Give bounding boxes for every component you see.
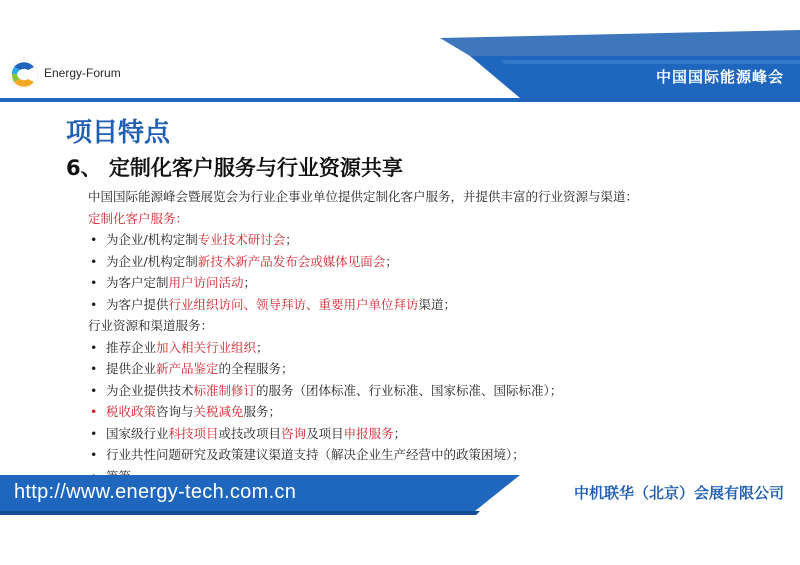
custom-service-heading: 定制化客户服务： xyxy=(88,210,189,226)
page-title: 项目特点 xyxy=(66,118,171,148)
list-item: • 为企业提供技术标准制修订的服务（团体标准、行业标准、国家标准、国际标准）； xyxy=(88,380,778,402)
section-title: 6、 定制化客户服务与行业资源共享 xyxy=(66,156,403,180)
website-link[interactable]: http://www.energy-tech.com.cn xyxy=(14,481,297,503)
intro-text: 中国国际能源峰会暨展览会为行业企事业单位提供定制化客户服务，并提供丰富的行业资源与渠道： xyxy=(88,189,639,204)
list-item: • 为企业/机构定制新技术新产品发布会或媒体见面会； xyxy=(88,251,778,273)
resource-service-heading: 行业资源和渠道服务： xyxy=(88,318,214,333)
list-item: • 税收政策咨询与关税减免服务； xyxy=(88,401,778,423)
list-item: • 为客户定制用户访问活动； xyxy=(88,272,778,294)
body-text xyxy=(88,186,778,487)
list-item: • 为客户提供行业组织访问、领导拜访、重要用户单位拜访渠道； xyxy=(88,294,778,316)
list-item: • 国家级行业科技项目或技改项目咨询及项目申报服务； xyxy=(88,423,778,445)
summit-name: 中国国际能源峰会 xyxy=(655,68,784,86)
list-item: • 行业共性问题研究及政策建议渠道支持（解决企业生产经营中的政策困境）； xyxy=(88,444,778,466)
company-name: 中机联华（北京）会展有限公司 xyxy=(573,484,784,502)
list-item: • 提供企业新产品鉴定的全程服务； xyxy=(88,358,778,380)
header-band xyxy=(0,0,800,105)
list-item: • 推荐企业加入相关行业组织； xyxy=(88,337,778,359)
list-item: • 为企业/机构定制专业技术研讨会； xyxy=(88,229,778,251)
brand-name: Energy-Forum xyxy=(44,66,121,80)
energy-forum-logo-icon xyxy=(8,58,40,90)
